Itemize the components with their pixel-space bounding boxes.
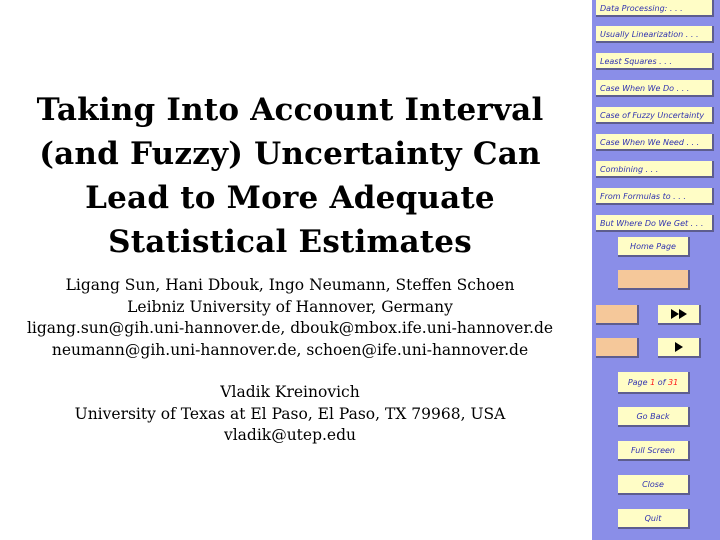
page-indicator	[618, 372, 690, 394]
title-line: Statistical Estimates	[108, 224, 472, 260]
quit-button[interactable]: Quit	[618, 509, 690, 529]
nav-item-data-processing[interactable]: Data Processing: . . .	[596, 0, 714, 17]
page-prefix: Page	[627, 378, 651, 387]
double-right-arrow-icon	[671, 309, 687, 319]
nav-item-case-of-fuzzy-uncertainty[interactable]: Case of Fuzzy Uncertainty	[596, 107, 714, 124]
go-back-button[interactable]: Go Back	[618, 407, 690, 427]
nav-item-from-formulas-to[interactable]: From Formulas to . . .	[596, 188, 714, 205]
double-left-arrow-icon	[609, 309, 625, 319]
authors-affiliation: Leibniz University of Hannover, Germany	[127, 297, 453, 316]
page-of: of	[655, 378, 668, 387]
full-screen-button[interactable]: Full Screen	[618, 441, 690, 461]
title-line: Taking Into Account Interval	[36, 92, 544, 128]
home-page-button[interactable]: Home Page	[618, 237, 690, 257]
left-arrow-icon	[613, 342, 621, 352]
next-page-button[interactable]	[658, 338, 701, 358]
title-page-button: Title Page	[618, 270, 690, 290]
nav-item-but-where-do-we-get[interactable]: But Where Do We Get . . .	[596, 215, 714, 232]
nav-item-case-when-we-need[interactable]: Case When We Need . . .	[596, 134, 714, 151]
first-page-button	[596, 305, 639, 325]
nav-item-case-when-we-do[interactable]: Case When We Do . . .	[596, 80, 714, 97]
nav-item-combining[interactable]: Combining . . .	[596, 161, 714, 178]
slide-title	[0, 88, 580, 264]
nav-item-usually-linearization[interactable]: Usually Linearization . . .	[596, 26, 714, 43]
author-name: Vladik Kreinovich	[220, 383, 360, 401]
title-line: Lead to More Adequate	[85, 180, 495, 216]
author-block	[0, 275, 580, 447]
author-email: vladik@utep.edu	[223, 426, 357, 444]
nav-item-least-squares[interactable]: Least Squares . . .	[596, 53, 714, 70]
page-current: 1	[650, 378, 656, 387]
author-affiliation: University of Texas at El Paso, El Paso, TX 79968, USA	[74, 404, 506, 423]
authors-emails: ligang.sun@gih.uni-hannover.de, dbouk@mbox.ife.uni-hannover.de	[26, 319, 554, 337]
previous-page-button	[596, 338, 639, 358]
close-button[interactable]: Close	[618, 475, 690, 495]
authors-emails: neumann@gih.uni-hannover.de, schoen@ife.uni-hannover.de	[51, 340, 529, 359]
last-page-button[interactable]	[658, 305, 701, 325]
authors-names: Ligang Sun, Hani Dbouk, Ingo Neumann, Steffen Schoen	[65, 276, 515, 294]
spacer	[0, 361, 580, 382]
title-line: (and Fuzzy) Uncertainty Can	[39, 136, 541, 172]
page-total: 31	[667, 378, 679, 387]
navigation-sidebar	[592, 0, 720, 540]
right-arrow-icon	[675, 342, 683, 352]
